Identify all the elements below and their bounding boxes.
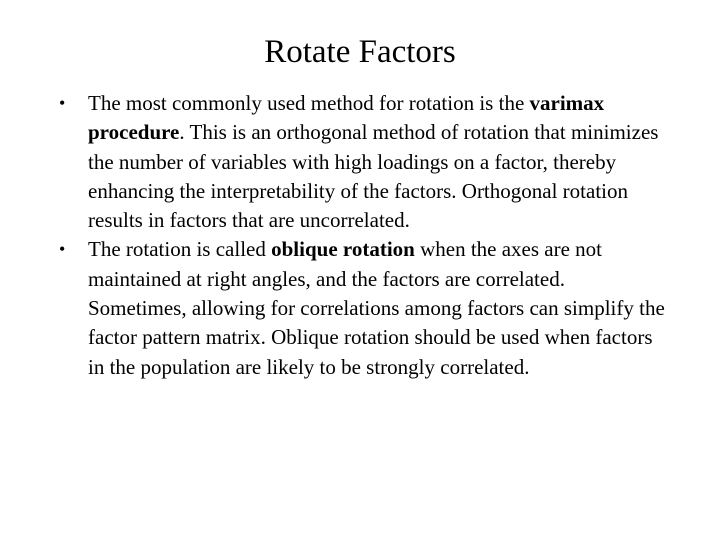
bullet-dot-icon: • [59,93,66,113]
slide-title: Rotate Factors [264,34,456,70]
bullet-text-after: when the axes are not maintained at right angles, and the factors are correlated. Sometimes, allowing for correlations among factors can simplify the factor pattern matrix. Oblique rotation should be used when factors in the population are likely to be strongly correlated. [88,237,665,379]
bullet-emphasis: oblique rotation [271,237,415,262]
bullet-text-after: . This is an orthogonal method of rotation that minimizes the number of variables with high loadings on a factor, thereby enhancing the interpretability of the factors. Orthogonal rotation results in factors that are uncorrelated. [88,120,659,233]
bullet-text-before: The rotation is called [88,237,272,262]
bullet-emphasis: varimax procedure [88,91,605,145]
bullet-text-before: The most commonly used method for rotation is the [88,91,530,115]
bullet-dot-icon: • [59,239,66,260]
bullet-item-varimax [56,89,666,235]
bullet-item-oblique [56,235,666,381]
bullet-list [56,89,666,382]
